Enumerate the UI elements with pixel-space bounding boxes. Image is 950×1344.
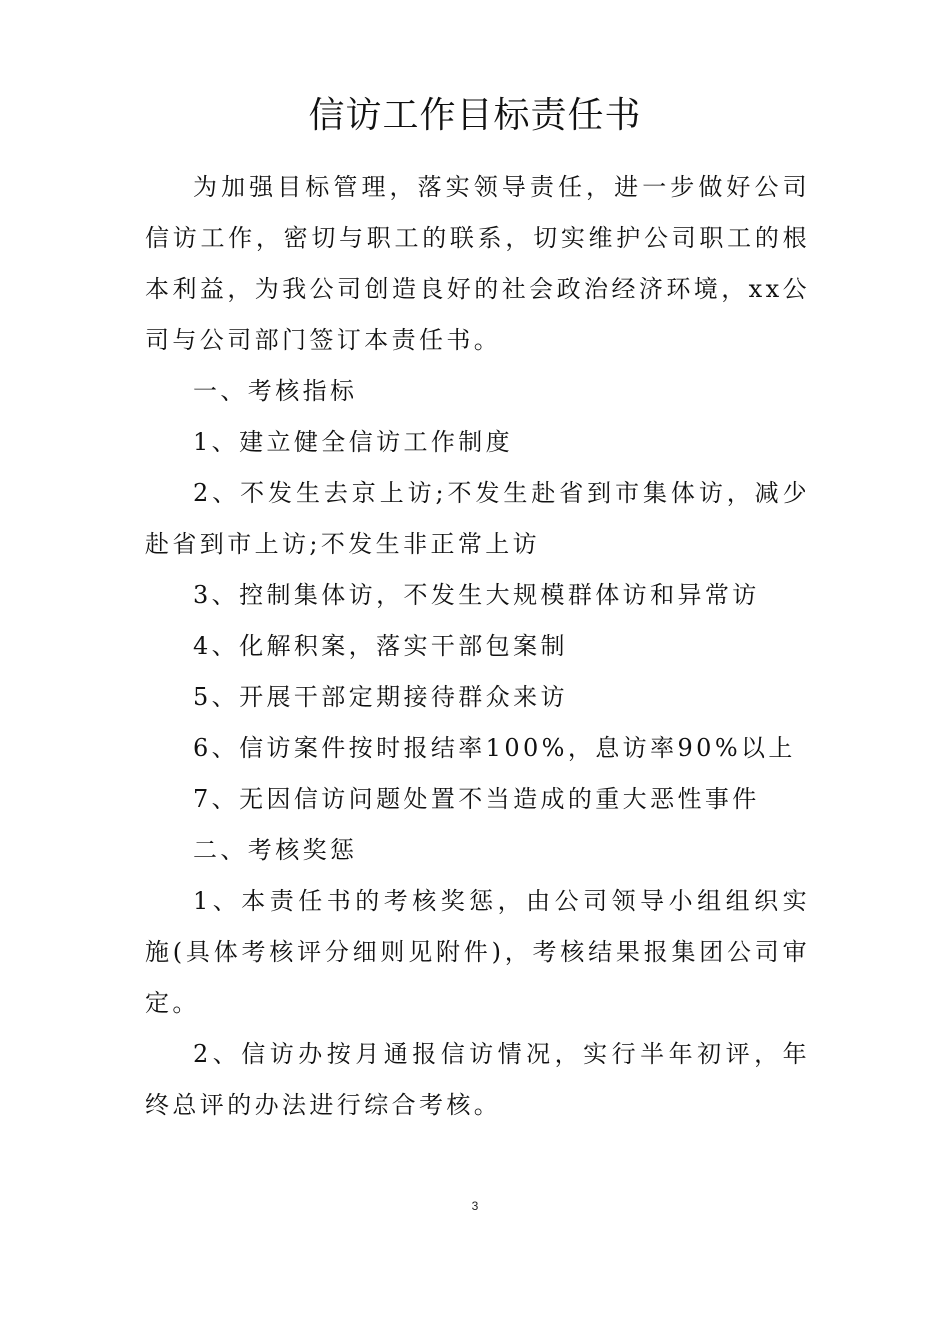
indicator-item-5: 5、开展干部定期接待群众来访	[193, 683, 568, 711]
intro-paragraph: 为加强目标管理，落实领导责任，进一步做好公司信访工作，密切与职工的联系，切实维护公司职工的根本利益，为我公司创造良好的社会政治经济环境，xx公司与公司部门签订本责任书。	[145, 173, 810, 354]
section-heading-indicators: 一、考核指标	[193, 377, 358, 405]
rewards-item-2: 2、信访办按月通报信访情况，实行半年初评，年终总评的办法进行综合考核。	[145, 1040, 810, 1119]
indicator-item-4: 4、化解积案，落实干部包案制	[193, 632, 568, 660]
page-number: 3	[471, 1199, 479, 1213]
indicator-item-6: 6、信访案件按时报结率100%，息访率90%以上	[193, 734, 796, 762]
document-title: 信访工作目标责任书	[308, 95, 642, 136]
indicator-item-7: 7、无因信访问题处置不当造成的重大恶性事件	[193, 785, 760, 813]
document-body	[145, 162, 810, 1131]
indicator-item-3: 3、控制集体访，不发生大规模群体访和异常访	[193, 581, 760, 609]
indicator-item-2: 2、不发生去京上访;不发生赴省到市集体访，减少赴省到市上访;不发生非正常上访	[145, 479, 810, 558]
rewards-item-1: 1、本责任书的考核奖惩，由公司领导小组组织实施(具体考核评分细则见附件)，考核结果报集团公司审定。	[145, 887, 810, 1017]
indicator-item-1: 1、建立健全信访工作制度	[193, 428, 514, 456]
section-heading-rewards: 二、考核奖惩	[193, 836, 358, 864]
